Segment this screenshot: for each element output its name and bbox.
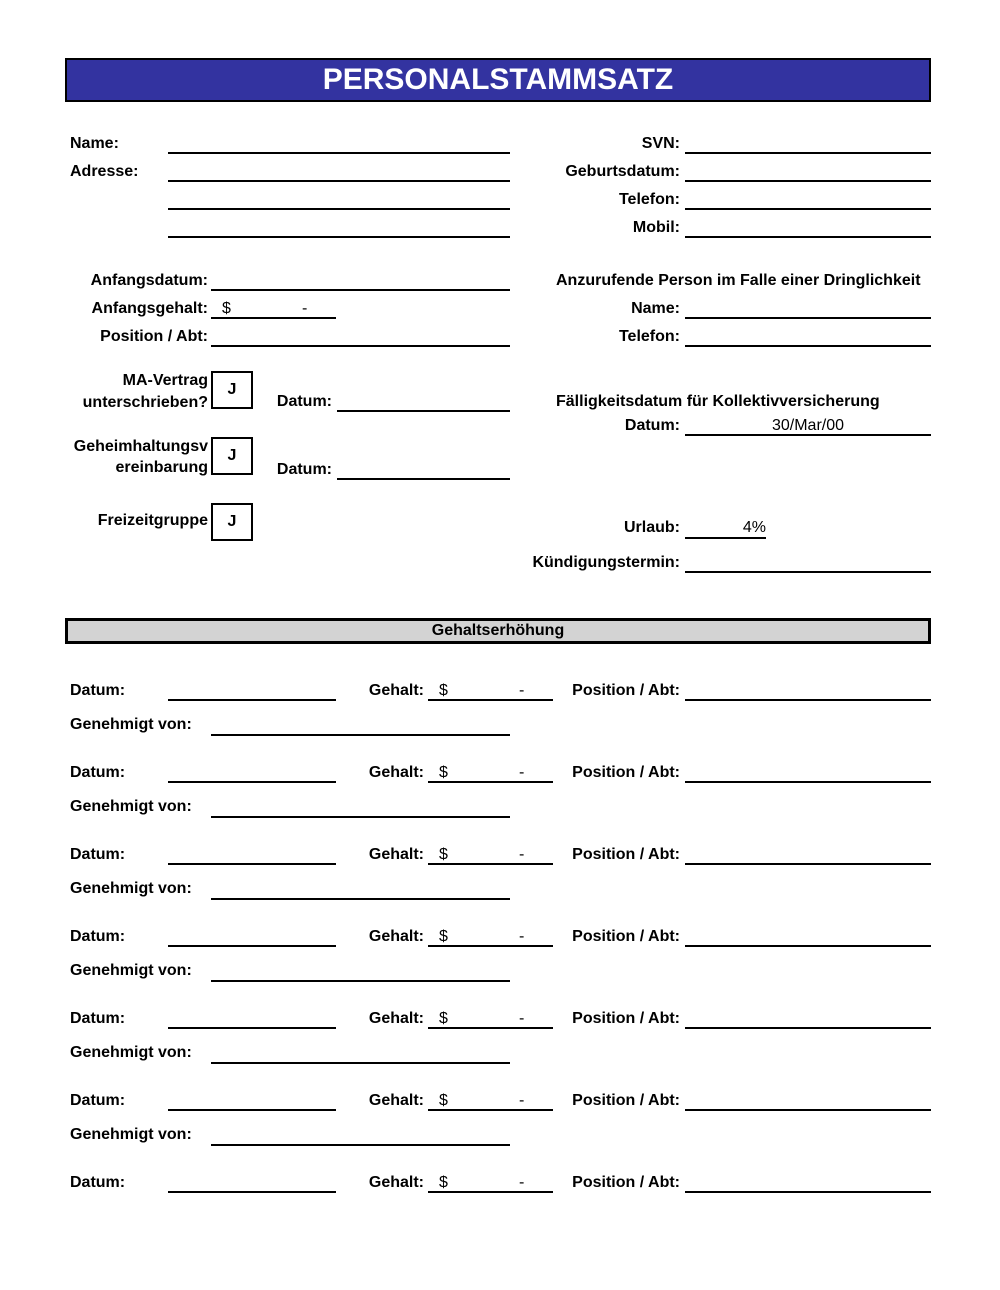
raise-salary-value: -: [519, 764, 525, 781]
raise-salary-value: -: [519, 1010, 525, 1027]
raise-salary-currency: $: [439, 1174, 448, 1191]
phone-field[interactable]: [685, 208, 931, 210]
raise-date-label: Datum:: [70, 1174, 126, 1191]
emergency-name-field[interactable]: [685, 317, 931, 319]
insurance-date-label: Datum:: [624, 417, 680, 434]
name-label: Name:: [70, 135, 119, 152]
termination-label: Kündigungstermin:: [532, 554, 680, 571]
raise-salary-label: Gehalt:: [368, 846, 424, 863]
raise-position-field[interactable]: [685, 781, 931, 783]
mobile-label: Mobil:: [632, 219, 680, 236]
nda-label-1: Geheimhaltungsv: [73, 438, 208, 455]
raise-salary-currency: $: [439, 928, 448, 945]
page-title: PERSONALSTAMMSATZ: [65, 58, 931, 102]
contract-date-label: Datum:: [276, 393, 332, 410]
raise-salary-value: -: [519, 846, 525, 863]
address-field-3[interactable]: [168, 236, 510, 238]
emergency-phone-label: Telefon:: [618, 328, 680, 345]
start-salary-label: Anfangsgehalt:: [91, 300, 208, 317]
raise-position-field[interactable]: [685, 945, 931, 947]
contract-label-2: unterschrieben?: [82, 394, 208, 411]
raise-position-field[interactable]: [685, 863, 931, 865]
raise-date-field[interactable]: [168, 699, 336, 701]
raise-salary-currency: $: [439, 1092, 448, 1109]
raise-salary-value: -: [519, 682, 525, 699]
raise-approved-label: Genehmigt von:: [70, 1126, 192, 1143]
raise-salary-currency: $: [439, 846, 448, 863]
raise-position-label: Position / Abt:: [572, 682, 680, 699]
start-date-label: Anfangsdatum:: [90, 272, 208, 289]
phone-label: Telefon:: [618, 191, 680, 208]
raise-approved-field[interactable]: [211, 1062, 510, 1064]
nda-date-field[interactable]: [337, 478, 510, 480]
raise-position-field[interactable]: [685, 699, 931, 701]
contract-checkbox[interactable]: J: [211, 371, 253, 409]
contract-label-1: MA-Vertrag: [122, 372, 208, 389]
raise-date-label: Datum:: [70, 1092, 126, 1109]
start-date-field[interactable]: [211, 289, 510, 291]
raise-date-field[interactable]: [168, 1191, 336, 1193]
raise-position-label: Position / Abt:: [572, 928, 680, 945]
svn-label: SVN:: [641, 135, 680, 152]
raise-approved-label: Genehmigt von:: [70, 880, 192, 897]
mobile-field[interactable]: [685, 236, 931, 238]
vacation-label: Urlaub:: [624, 519, 680, 536]
position-field[interactable]: [211, 345, 510, 347]
contract-date-field[interactable]: [337, 410, 510, 412]
svn-field[interactable]: [685, 152, 931, 154]
raise-position-label: Position / Abt:: [572, 1092, 680, 1109]
address-field-2[interactable]: [168, 208, 510, 210]
raise-approved-field[interactable]: [211, 1144, 510, 1146]
insurance-date-value: 30/Mar/00: [771, 417, 845, 434]
raise-date-field[interactable]: [168, 1027, 336, 1029]
raise-approved-field[interactable]: [211, 734, 510, 736]
nda-checkbox[interactable]: J: [211, 437, 253, 475]
emergency-phone-field[interactable]: [685, 345, 931, 347]
raise-date-field[interactable]: [168, 863, 336, 865]
nda-label-2: ereinbarung: [115, 459, 208, 476]
birthdate-field[interactable]: [685, 180, 931, 182]
address-label: Adresse:: [70, 163, 139, 180]
raise-approved-field[interactable]: [211, 898, 510, 900]
start-salary-currency: $: [222, 300, 231, 317]
raise-salary-label: Gehalt:: [368, 1010, 424, 1027]
raise-salary-currency: $: [439, 764, 448, 781]
birthdate-label: Geburtsdatum:: [565, 163, 680, 180]
raise-salary-label: Gehalt:: [368, 682, 424, 699]
raise-salary-value: -: [519, 928, 525, 945]
raise-salary-value: -: [519, 1092, 525, 1109]
emergency-heading: Anzurufende Person im Falle einer Dringlichkeit: [556, 272, 921, 289]
raise-salary-label: Gehalt:: [368, 1092, 424, 1109]
raise-position-label: Position / Abt:: [572, 1010, 680, 1027]
raise-date-field[interactable]: [168, 1109, 336, 1111]
insurance-heading: Fälligkeitsdatum für Kollektivversicherung: [556, 393, 880, 410]
raise-approved-label: Genehmigt von:: [70, 1044, 192, 1061]
name-field[interactable]: [168, 152, 510, 154]
raise-date-label: Datum:: [70, 928, 126, 945]
raise-date-field[interactable]: [168, 781, 336, 783]
raise-salary-label: Gehalt:: [368, 928, 424, 945]
emergency-name-label: Name:: [631, 300, 680, 317]
raise-approved-label: Genehmigt von:: [70, 798, 192, 815]
position-label: Position / Abt:: [100, 328, 208, 345]
raise-date-label: Datum:: [70, 764, 126, 781]
raise-approved-label: Genehmigt von:: [70, 962, 192, 979]
raise-section-header: Gehaltserhöhung: [65, 618, 931, 644]
raise-date-label: Datum:: [70, 682, 126, 699]
raise-salary-currency: $: [439, 682, 448, 699]
raise-salary-value: -: [519, 1174, 525, 1191]
raise-salary-label: Gehalt:: [368, 764, 424, 781]
termination-field[interactable]: [685, 571, 931, 573]
nda-date-label: Datum:: [276, 461, 332, 478]
raise-salary-label: Gehalt:: [368, 1174, 424, 1191]
address-field-1[interactable]: [168, 180, 510, 182]
raise-approved-field[interactable]: [211, 816, 510, 818]
leisure-checkbox[interactable]: J: [211, 503, 253, 541]
raise-date-label: Datum:: [70, 1010, 126, 1027]
raise-date-field[interactable]: [168, 945, 336, 947]
raise-position-field[interactable]: [685, 1191, 931, 1193]
raise-position-label: Position / Abt:: [572, 846, 680, 863]
vacation-value: 4%: [742, 519, 766, 536]
start-salary-value: -: [302, 300, 308, 317]
raise-position-field[interactable]: [685, 1109, 931, 1111]
raise-position-label: Position / Abt:: [572, 764, 680, 781]
leisure-label: Freizeitgruppe: [97, 512, 208, 529]
raise-salary-currency: $: [439, 1010, 448, 1027]
raise-approved-field[interactable]: [211, 980, 510, 982]
raise-approved-label: Genehmigt von:: [70, 716, 192, 733]
raise-position-field[interactable]: [685, 1027, 931, 1029]
raise-position-label: Position / Abt:: [572, 1174, 680, 1191]
raise-date-label: Datum:: [70, 846, 126, 863]
